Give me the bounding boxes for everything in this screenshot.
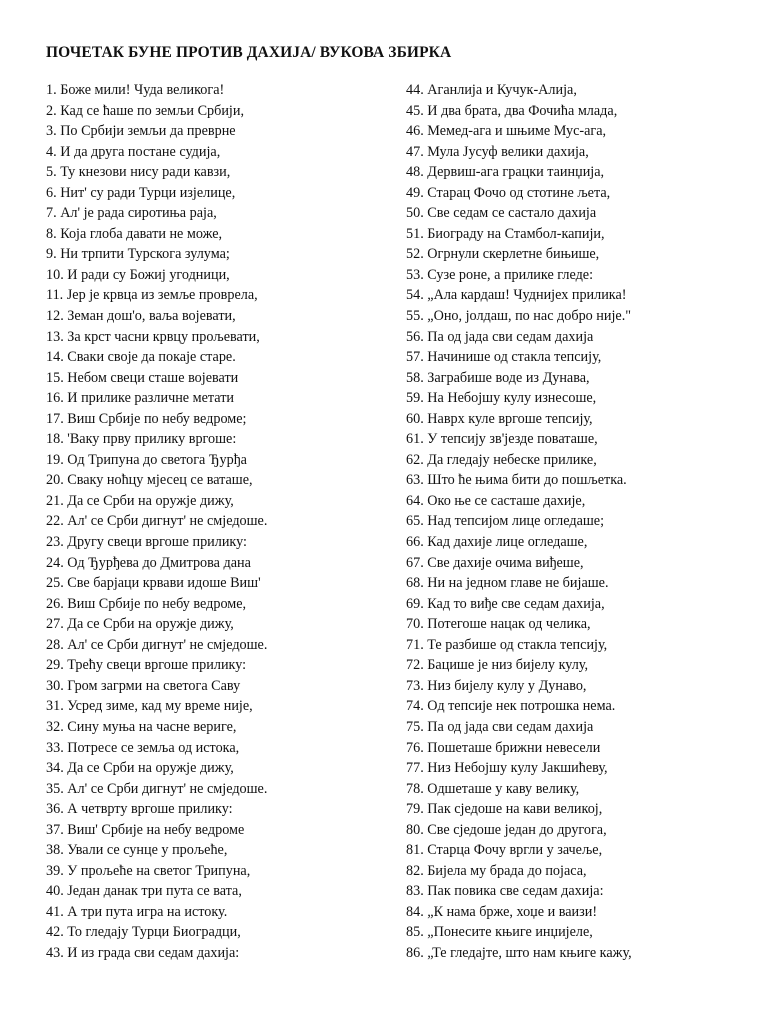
verse-line: 1. Боже мили! Чуда великога! <box>46 82 225 98</box>
verse-line: 6. Нит' су ради Турци изјелице, <box>46 184 236 201</box>
verse-line: 71. Те разбише од стакла тепсију, <box>406 636 608 653</box>
verse-line: 48. Дервиш-ага грацки таинџија, <box>406 164 605 181</box>
verse-line: 51. Биограду на Стамбол-капији, <box>406 225 605 242</box>
verse-line: 19. Од Трипуна до светога Ђурђа <box>46 451 247 468</box>
verse-line: 54. „Ала кардаш! Чуднијех прилика! <box>406 287 627 304</box>
verse-line: 20. Сваку ноћцу мјесец се ваташе, <box>46 472 253 489</box>
verse-line: 67. Све дахије очима виђеше, <box>406 554 584 571</box>
verse-line: 47. Мула Јусуф велики дахија, <box>406 143 589 160</box>
verse-line: 50. Све седам се састало дахија <box>406 205 597 222</box>
verse-line: 15. Небом свеци сташе војевати <box>46 369 239 386</box>
verse-line: 72. Бацише је низ бијелу кулу, <box>406 657 589 674</box>
verse-line: 14. Сваки своје да покаје старе. <box>46 349 236 366</box>
verse-line: 27. Да се Срби на оружје дижу, <box>46 616 234 633</box>
verse-line: 85. „Понесите књиге инџијеле, <box>406 924 593 941</box>
verse-line: 40. Један данак три пута се вата, <box>46 883 242 900</box>
verse-line: 23. Другу свеци вргоше прилику: <box>46 534 247 551</box>
verse-line: 22. Ал' се Срби дигнут' не смједоше. <box>46 513 268 530</box>
verse-line: 3. По Србији земљи да преврне <box>46 123 236 140</box>
verse-line: 12. Земан дош'о, ваља војевати, <box>46 308 236 325</box>
verse-line: 32. Сину муња на часне вериге, <box>46 718 237 735</box>
verse-line: 66. Кад дахије лице огледаше, <box>406 534 588 551</box>
verse-line: 8. Која глоба давати не може, <box>46 225 223 242</box>
verse-line: 10. И ради су Божиј угодници, <box>46 266 230 283</box>
verse-line: 36. А четврту вргоше прилику: <box>46 801 233 818</box>
verse-line: 18. 'Ваку прву прилику вргоше: <box>46 431 237 448</box>
verse-line: 84. „К нама брже, хоџе и ваизи! <box>406 903 598 920</box>
verse-line: 60. Наврх куле вргоше тепсију, <box>406 410 593 427</box>
verse-line: 11. Јер је крвца из земље проврела, <box>46 287 258 304</box>
verse-line: 69. Кад то виђе све седам дахија, <box>406 595 605 612</box>
verse-line: 5. Ту кнезови нису ради кавзи, <box>46 164 231 181</box>
verse-line: 24. Од Ђурђева до Дмитрова дана <box>46 554 251 571</box>
verse-line: 86. „Те гледајте, што нам књиге кажу, <box>406 944 632 961</box>
verse-line: 7. Ал' је рада сиротиња раја, <box>46 205 217 222</box>
verse-line: 53. Сузе роне, а прилике гледе: <box>406 266 594 283</box>
verse-line: 56. Па од јада сви седам дахија <box>406 328 594 345</box>
verse-line: 65. Над тепсијом лице огледаше; <box>406 513 605 530</box>
verse-line: 49. Старац Фочо од стотине љета, <box>406 184 611 201</box>
verse-line: 46. Мемед-ага и шњиме Мус-ага, <box>406 123 607 140</box>
verse-line: 76. Пошеташе брижни невесели <box>406 739 601 756</box>
verse-line: 41. А три пута игра на истоку. <box>46 903 228 920</box>
verse-line: 58. Заграбише воде из Дунава, <box>406 369 590 386</box>
right-verse-column <box>406 80 756 964</box>
verse-line: 82. Бијела му брада до појаса, <box>406 862 587 879</box>
verse-line: 75. Па од јада сви седам дахија <box>406 718 594 735</box>
verse-line: 64. Око ње се састаше дахије, <box>406 492 586 509</box>
verse-line: 80. Све сједоше један до другога, <box>406 821 607 838</box>
verse-line: 21. Да се Срби на оружје дижу, <box>46 492 234 509</box>
verse-line: 30. Гром загрми на светога Саву <box>46 677 241 694</box>
verse-line: 68. Ни на једном главе не бијаше. <box>406 575 609 592</box>
verse-line: 59. На Небојшу кулу изнесоше, <box>406 390 597 407</box>
verse-line: 33. Потресе се земља од истока, <box>46 739 240 756</box>
verse-line: 9. Ни трпити Турскога зулума; <box>46 246 230 263</box>
verse-line: 79. Пак сједоше на кави великој, <box>406 801 603 818</box>
verse-line: 55. „Оно, јолдаш, по нас добро није." <box>406 308 632 325</box>
verse-line: 73. Низ бијелу кулу у Дунаво, <box>406 677 587 694</box>
verse-line: 61. У тепсију зв'језде поваташе, <box>406 431 598 448</box>
verse-line: 13. За крст часни крвцу прољевати, <box>46 328 260 345</box>
verse-line: 44. Аганлија и Кучук-Алија, <box>406 82 577 98</box>
verse-line: 83. Пак повика све седам дахија: <box>406 883 604 900</box>
verse-line: 2. Кад се ћаше по земљи Србији, <box>46 102 245 119</box>
verse-line: 26. Виш Србије по небу ведроме, <box>46 595 247 612</box>
verse-line: 62. Да гледају небеске прилике, <box>406 451 597 468</box>
verse-line: 42. То гледају Турци Биоградци, <box>46 924 241 941</box>
verse-line: 34. Да се Срби на оружје дижу, <box>46 760 234 777</box>
verse-line: 39. У прољеће на светог Трипуна, <box>46 862 251 879</box>
verse-line: 81. Старца Фочу вргли у зачеље, <box>406 842 603 859</box>
verse-line: 45. И два брата, два Фочића млада, <box>406 102 618 119</box>
verse-line: 4. И да друга постане судија, <box>46 143 221 160</box>
verse-line: 16. И прилике различне метати <box>46 390 235 407</box>
left-verse-column <box>46 80 396 964</box>
verse-line: 17. Виш Србије по небу ведроме; <box>46 410 247 427</box>
verse-line: 78. Одшеташе у каву велику, <box>406 780 580 797</box>
verse-line: 52. Огрнули скерлетне бињише, <box>406 246 600 263</box>
verse-line: 28. Ал' се Срби дигнут' не смједоше. <box>46 636 268 653</box>
verse-line: 77. Низ Небојшу кулу Јакшићеву, <box>406 760 608 777</box>
verse-line: 31. Усред зиме, кад му време није, <box>46 698 253 715</box>
verse-line: 37. Виш' Србије на небу ведроме <box>46 821 245 838</box>
verse-line: 38. Ували се сунце у прољеће, <box>46 842 228 859</box>
verse-line: 43. И из града сви седам дахија: <box>46 944 240 961</box>
verse-line: 35. Ал' се Срби дигнут' не смједоше. <box>46 780 268 797</box>
verse-line: 25. Све барјаци крвави идоше Виш' <box>46 575 261 592</box>
verse-line: 70. Потегоше нацак од челика, <box>406 616 591 633</box>
verse-line: 57. Начинише од стакла тепсију, <box>406 349 602 366</box>
verse-line: 74. Од тепсије нек потрошка нема. <box>406 698 616 715</box>
document-title: ПОЧЕТАК БУНЕ ПРОТИВ ДАХИЈА/ ВУКОВА ЗБИРКА <box>46 44 452 61</box>
verse-line: 29. Трећу свеци вргоше прилику: <box>46 657 247 674</box>
verse-line: 63. Што ће њима бити до пошљетка. <box>406 472 627 489</box>
